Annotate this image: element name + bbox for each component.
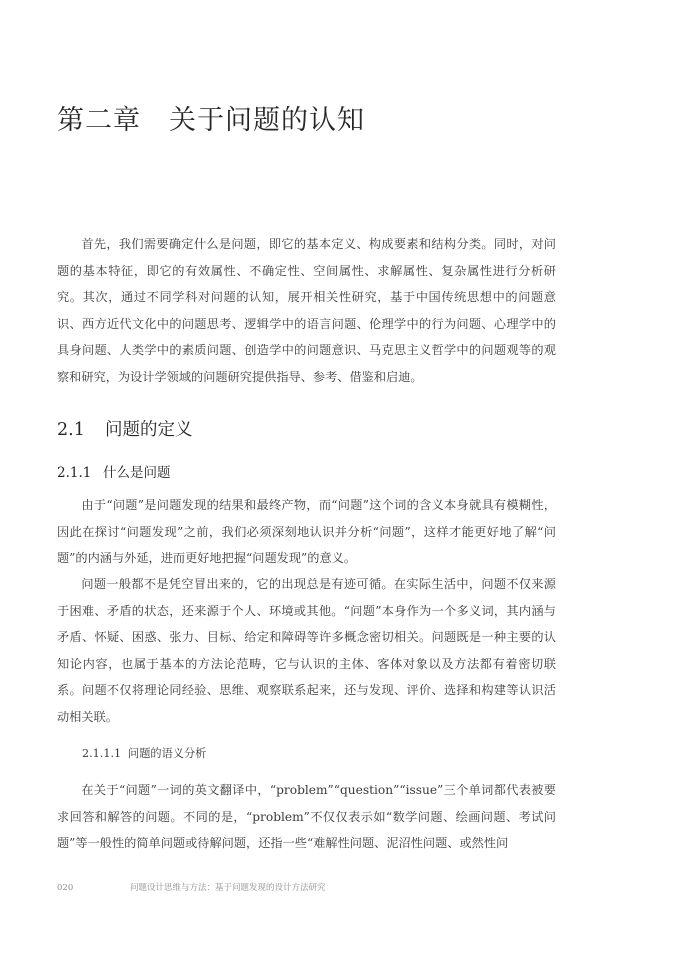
body-paragraph: 问题一般都不是凭空冒出来的，它的出现总是有迹可循。在实际生活中，问题不仅来源于困难、矛盾的状态，还来源于个人、环境或其他。“问题”本身作为一个多义词，其内涵与矛盾、怀疑、困惑、张力、目标、给定和障碍等许多概念密切相关。问题既是一种主要的认知论内容，也属于基本的方法论范畴，它与认识的主体、客体对象以及方法都有着密切联系。问题不仅将理论同经验、思维、观察联系起来，还与发现、评价、选择和构建等认识活动相关联。 — [57, 577, 556, 724]
chapter-label: 第二章 — [57, 105, 141, 136]
subsection-heading — [57, 462, 171, 484]
subsubsection-number: 2.1.1.1 — [82, 747, 122, 760]
body-paragraph: 由于“问题”是问题发现的结果和最终产物，而“问题”这个词的含义本身就具有模糊性，因此在探讨“问题发现”之前，我们必须深刻地认识并分析“问题”，这样才能更好地了解“问题”的内涵与外延，进而更好地把握“问题发现”的意义。 — [57, 498, 556, 565]
subsection-number: 2.1.1 — [57, 465, 92, 481]
chapter-title — [57, 101, 365, 141]
section-title: 问题的定义 — [105, 420, 193, 440]
subsection-title: 什么是问题 — [103, 465, 171, 481]
intro-paragraph: 首先，我们需要确定什么是问题，即它的基本定义、构成要素和结构分类。同时，对问题的基本特征，即它的有效属性、不确定性、空间属性、求解属性、复杂属性进行分析研究。其次，通过不同学科对问题的认知，展开相关性研究，基于中国传统思想中的问题意识、西方近代文化中的问题思考、逻辑学中的语言问题、伦理学中的行为问题、心理学中的具身问题、人类学中的素质问题、创造学中的问题意识、马克思主义哲学中的问题观等的观察和研究，为设计学领域的问题研究提供指导、参考、借鉴和启迪。 — [57, 237, 556, 384]
chapter-title-text: 关于问题的认知 — [169, 105, 365, 136]
subsubsection-title: 问题的语义分析 — [128, 747, 207, 760]
page-number: 020 — [57, 883, 74, 893]
running-footer-title: 问题设计思维与方法：基于问题发现的设计方法研究 — [130, 883, 326, 893]
section-heading — [57, 417, 193, 443]
subsubsection-heading — [82, 744, 206, 764]
section-number: 2.1 — [57, 420, 85, 440]
body-paragraph: 在关于“问题”一词的英文翻译中，“problem”“question”“issue”三个单词都代表被要求回答和解答的问题。不同的是，“problem”不仅仅表示如“数学问题、绘画问题、考试问题”等一般性的简单问题或待解问题，还指一些“难解性问题、泥沼性问题、或然性问 — [57, 783, 556, 850]
